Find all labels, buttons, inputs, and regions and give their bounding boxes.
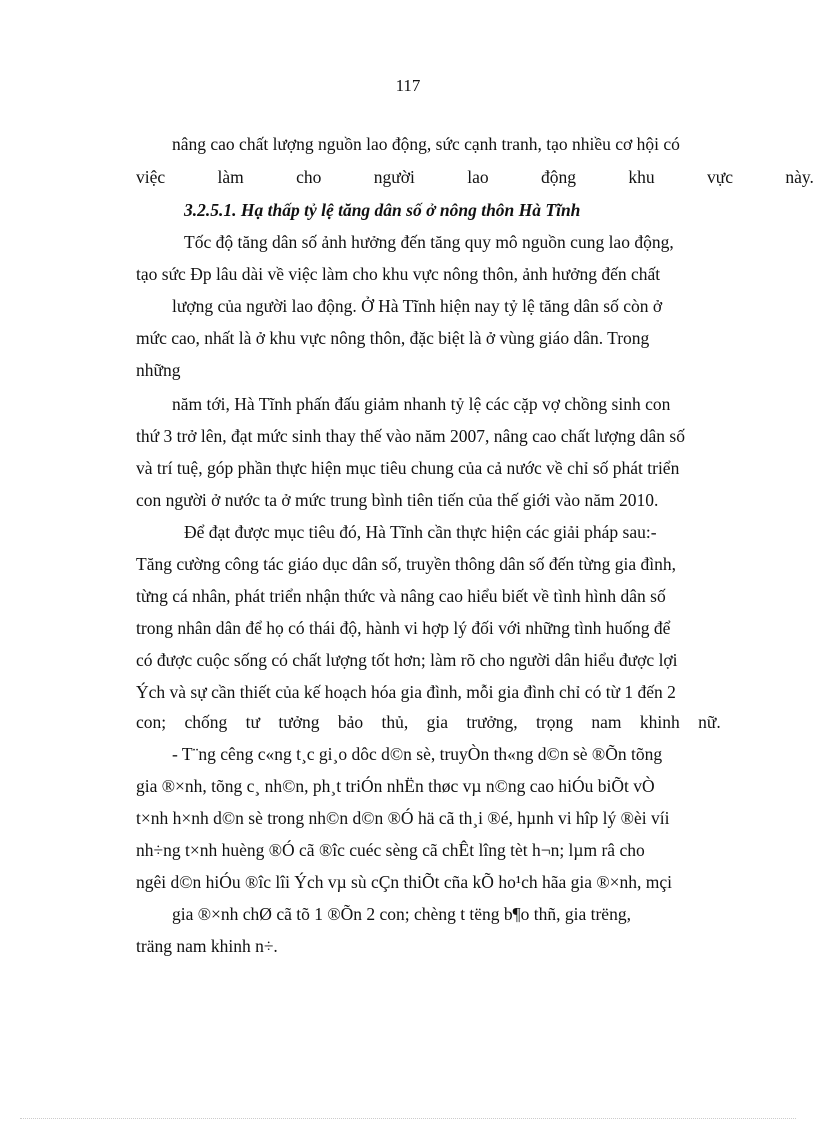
text-line: Ých và sự cần thiết của kế hoạch hóa gia đình, mỗi gia đình chỉ có từ 1 đến 2 [136, 682, 676, 702]
text-line: và trí tuệ, góp phần thực hiện mục tiêu chung của cả nước về chỉ số phát triển [136, 458, 680, 478]
text-line: nâng cao chất lượng nguồn lao động, sức cạnh tranh, tạo nhiều cơ hội có [172, 134, 680, 154]
justified-line-text: việc làm cho người lao động khu vực này. [136, 167, 814, 187]
text-line [136, 166, 814, 188]
text-line: con người ở nước ta ở mức trung bình tiên tiến của thế giới vào năm 2010. [136, 490, 659, 510]
text-line: Để đạt được mục tiêu đó, Hà Tĩnh cần thực hiện các giải pháp sau:- [184, 522, 657, 542]
page-bottom-rule [20, 1118, 796, 1119]
text-line: trong nhân dân để họ có thái độ, hành vi hợp lý đối với những tình huống để [136, 618, 671, 638]
text-line: Tốc độ tăng dân số ảnh hưởng đến tăng quy mô nguồn cung lao động, [184, 232, 674, 252]
text-line: Tăng cường công tác giáo dục dân số, truyền thông dân số đến từng gia đình, [136, 554, 676, 574]
text-line: tạo sức Ðp lâu dài về việc làm cho khu vực nông thôn, ảnh hưởng đến chất [136, 264, 661, 284]
legacy-encoded-line: nh÷ng t×nh huèng ®Ó cã ®îc cuéc sèng cã chÊt lîng tèt h¬n; lµm râ cho [136, 840, 645, 860]
legacy-encoded-line: t×nh h×nh d©n sè trong nh©n d©n ®Ó hä cã th¸i ®é, hµnh vi hîp lý ®èi víi [136, 808, 670, 828]
legacy-encoded-line: träng nam khinh n÷. [136, 936, 278, 956]
legacy-encoded-line: ngêi d©n hiÓu ®îc lîi Ých vµ sù cÇn thiÕt cña kÕ ho¹ch hãa gia ®×nh, mçi [136, 872, 673, 892]
legacy-encoded-line: gia ®×nh chØ cã tõ 1 ®Õn 2 con; chèng t tëng b¶o thñ, gia trëng, [172, 904, 631, 924]
legacy-encoded-line: - T¨ng cêng c«ng t¸c gi¸o dôc d©n sè, truyÒn th«ng d©n sè ®Õn tõng [172, 744, 663, 764]
text-line: năm tới, Hà Tĩnh phấn đấu giảm nhanh tỷ lệ các cặp vợ chồng sinh con [172, 394, 671, 414]
text-line: từng cá nhân, phát triển nhận thức và nâng cao hiểu biết về tình hình dân số [136, 586, 666, 606]
text-line: lượng của người lao động. Ở Hà Tĩnh hiện nay tỷ lệ tăng dân số còn ở [172, 296, 663, 316]
page-number: 117 [395, 76, 421, 95]
section-heading: 3.2.5.1. Hạ thấp tỷ lệ tăng dân số ở nông thôn Hà Tĩnh [184, 200, 581, 220]
text-line: có được cuộc sống có chất lượng tốt hơn; làm rõ cho người dân hiểu được lợi [136, 650, 678, 670]
text-line: thứ 3 trở lên, đạt mức sinh thay thế vào năm 2007, nâng cao chất lượng dân số [136, 426, 685, 446]
text-line: mức cao, nhất là ở khu vực nông thôn, đặc biệt là ở vùng giáo dân. Trong [136, 328, 650, 348]
legacy-encoded-line: gia ®×nh, tõng c¸ nh©n, ph¸t triÓn nhËn thøc vµ n©ng cao hiÓu biÕt vÒ [136, 776, 655, 796]
text-line: những [136, 360, 181, 380]
text-line: con; chống tư tưởng bảo thủ, gia trưởng, trọng nam khinh nữ. [136, 712, 721, 732]
